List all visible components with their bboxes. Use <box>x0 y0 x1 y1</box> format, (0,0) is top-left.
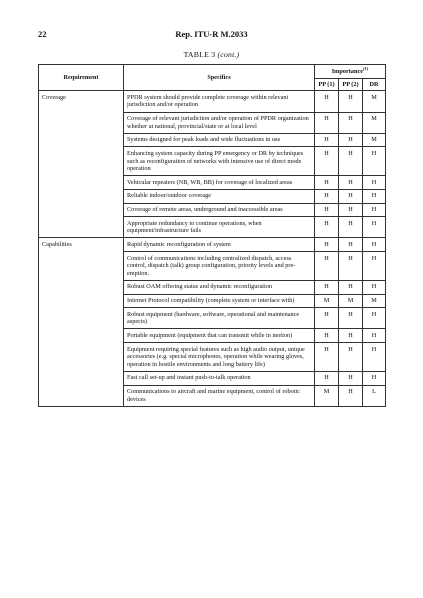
importance-dr-cell: H <box>363 238 386 252</box>
specifics-cell: Control of communications including centralized dispatch, access control, dispatch (talk) group configuration, priority levels and pre-emption. <box>124 252 315 281</box>
column-header-pp1: PP (1) <box>315 78 339 91</box>
requirement-cell-empty <box>39 203 124 217</box>
requirement-cell: Coverage <box>39 91 124 112</box>
importance-dr-cell: H <box>363 147 386 176</box>
table-header-row <box>39 65 386 79</box>
page-number: 22 <box>38 29 47 39</box>
importance-pp2-cell: H <box>339 238 363 252</box>
table-row <box>39 280 386 294</box>
table-row <box>39 308 386 329</box>
importance-pp2-cell: H <box>339 112 363 133</box>
importance-pp1-cell: H <box>315 238 339 252</box>
importance-pp2-cell: H <box>339 91 363 112</box>
table-row <box>39 203 386 217</box>
importance-pp2-cell: H <box>339 308 363 329</box>
requirement-cell: Capabilities <box>39 238 124 252</box>
table-row <box>39 112 386 133</box>
requirement-cell-empty <box>39 176 124 190</box>
importance-dr-cell: M <box>363 294 386 308</box>
table-row <box>39 147 386 176</box>
importance-dr-cell: H <box>363 252 386 281</box>
importance-dr-cell: H <box>363 329 386 343</box>
importance-dr-cell: H <box>363 371 386 385</box>
importance-dr-cell: H <box>363 343 386 372</box>
requirement-cell-empty <box>39 147 124 176</box>
column-header-dr: DR <box>363 78 386 91</box>
column-header-requirement: Requirement <box>39 65 124 91</box>
requirements-table <box>38 64 386 407</box>
importance-pp1-cell: M <box>315 294 339 308</box>
importance-dr-cell: H <box>363 217 386 238</box>
importance-dr-cell: H <box>363 280 386 294</box>
column-header-pp2: PP (2) <box>339 78 363 91</box>
importance-pp2-cell: H <box>339 147 363 176</box>
table-row <box>39 385 386 406</box>
importance-pp1-cell: H <box>315 371 339 385</box>
requirement-cell-empty <box>39 252 124 281</box>
importance-pp2-cell: H <box>339 189 363 203</box>
importance-pp1-cell: H <box>315 343 339 372</box>
table-label: TABLE 3 <box>183 50 218 59</box>
requirement-cell-empty <box>39 133 124 147</box>
importance-dr-cell: H <box>363 189 386 203</box>
importance-pp1-cell: H <box>315 112 339 133</box>
importance-dr-cell: H <box>363 203 386 217</box>
importance-footnote-mark: (1) <box>363 65 369 71</box>
specifics-cell: Rapid dynamic reconfiguration of system <box>124 238 315 252</box>
importance-pp2-cell: H <box>339 176 363 190</box>
specifics-cell: Appropriate redundancy to continue operations, when equipment/infrastructure fails <box>124 217 315 238</box>
importance-pp1-cell: H <box>315 329 339 343</box>
requirement-cell-empty <box>39 308 124 329</box>
specifics-cell: Robust equipment (hardware, software, operational and maintenance aspects) <box>124 308 315 329</box>
specifics-cell: Internet Protocol compatibility (complete system or interface with) <box>124 294 315 308</box>
specifics-cell: Coverage of relevant jurisdiction and/or operation of PPDR organization whether at national, provincial/state or at local level <box>124 112 315 133</box>
importance-label: Importance <box>331 67 363 75</box>
requirement-cell-empty <box>39 112 124 133</box>
specifics-cell: Fast call set-up and instant push-to-talk operation <box>124 371 315 385</box>
table-continued-note: (cont.) <box>217 50 240 59</box>
importance-pp1-cell: H <box>315 189 339 203</box>
specifics-cell: Communications to aircraft and marine equipment, control of robotic devices <box>124 385 315 406</box>
requirement-cell-empty <box>39 329 124 343</box>
table-row <box>39 176 386 190</box>
page-header <box>38 29 385 41</box>
requirement-cell-empty <box>39 189 124 203</box>
importance-pp1-cell: H <box>315 91 339 112</box>
specifics-cell: Coverage of remote areas, underground and inaccessible areas <box>124 203 315 217</box>
table-row <box>39 329 386 343</box>
importance-pp2-cell: H <box>339 252 363 281</box>
requirement-cell-empty <box>39 294 124 308</box>
table-row <box>39 91 386 112</box>
table-body <box>39 91 386 407</box>
specifics-cell: Vehicular repeaters (NB, WB, BB) for coverage of localized areas <box>124 176 315 190</box>
specifics-cell: Enhancing system capacity during PP emergency or DR by techniques such as reconfiguration of networks with intensive use of direct mode operation <box>124 147 315 176</box>
importance-pp1-cell: M <box>315 385 339 406</box>
importance-pp1-cell: H <box>315 133 339 147</box>
importance-pp2-cell: H <box>339 343 363 372</box>
specifics-cell: Reliable indoor/outdoor coverage <box>124 189 315 203</box>
importance-pp2-cell: H <box>339 385 363 406</box>
importance-pp2-cell: M <box>339 294 363 308</box>
table-row <box>39 133 386 147</box>
requirement-cell-empty <box>39 280 124 294</box>
importance-pp1-cell: H <box>315 203 339 217</box>
importance-pp1-cell: H <box>315 147 339 176</box>
importance-dr-cell: H <box>363 308 386 329</box>
table-row <box>39 217 386 238</box>
requirement-cell-empty <box>39 385 124 406</box>
importance-dr-cell: M <box>363 91 386 112</box>
requirement-cell-empty <box>39 371 124 385</box>
importance-pp1-cell: H <box>315 176 339 190</box>
table-row <box>39 189 386 203</box>
table-row <box>39 238 386 252</box>
table-caption <box>0 50 423 59</box>
importance-pp2-cell: H <box>339 329 363 343</box>
specifics-cell: Systems designed for peak loads and wide fluctuations in use <box>124 133 315 147</box>
table-row <box>39 252 386 281</box>
importance-dr-cell: M <box>363 133 386 147</box>
importance-pp2-cell: H <box>339 203 363 217</box>
specifics-cell: Portable equipment (equipment that can transmit while in motion) <box>124 329 315 343</box>
specifics-cell: PPDR system should provide complete coverage within relevant jurisdiction and/or operation <box>124 91 315 112</box>
importance-pp2-cell: H <box>339 280 363 294</box>
report-reference: Rep. ITU-R M.2033 <box>175 29 248 39</box>
table-row <box>39 371 386 385</box>
column-header-importance <box>315 65 386 79</box>
importance-pp1-cell: H <box>315 280 339 294</box>
table-row <box>39 343 386 372</box>
importance-pp2-cell: H <box>339 133 363 147</box>
specifics-cell: Equipment requiring special features such as high audio output, unique accessories (e.g. special microphones, operation while wearing gloves, operation in hostile environments and long battery life) <box>124 343 315 372</box>
importance-pp1-cell: H <box>315 308 339 329</box>
requirement-cell-empty <box>39 217 124 238</box>
requirement-cell-empty <box>39 343 124 372</box>
specifics-cell: Robust OAM offering status and dynamic reconfiguration <box>124 280 315 294</box>
importance-dr-cell: H <box>363 176 386 190</box>
importance-dr-cell: M <box>363 112 386 133</box>
importance-pp1-cell: H <box>315 217 339 238</box>
column-header-specifics: Specifics <box>124 65 315 91</box>
importance-pp2-cell: H <box>339 217 363 238</box>
importance-dr-cell: L <box>363 385 386 406</box>
importance-pp2-cell: H <box>339 371 363 385</box>
importance-pp1-cell: H <box>315 252 339 281</box>
table-row <box>39 294 386 308</box>
